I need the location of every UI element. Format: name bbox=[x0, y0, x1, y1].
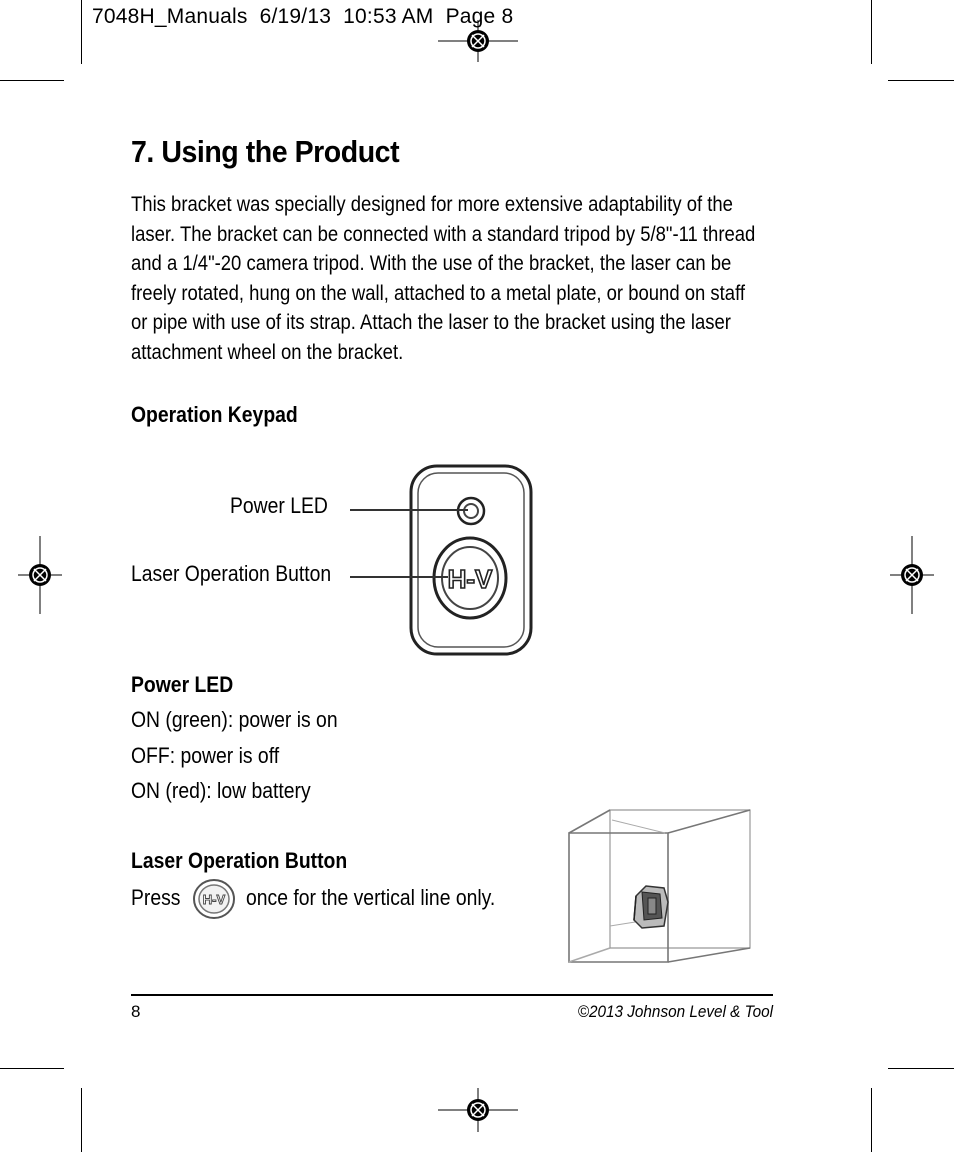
laser-unit-icon bbox=[634, 886, 668, 928]
slug-date: 6/19/13 bbox=[259, 5, 332, 28]
power-led-state-red: ON (red): low battery bbox=[131, 778, 311, 803]
hv-inline-label: H-V bbox=[202, 892, 226, 907]
keypad-heading: Operation Keypad bbox=[131, 402, 298, 427]
registration-mark-bottom-icon bbox=[438, 1088, 518, 1132]
page-number: 8 bbox=[131, 1002, 141, 1021]
keypad-label-power-led: Power LED bbox=[230, 493, 328, 518]
slug-page: Page 8 bbox=[445, 5, 514, 28]
laser-button-press-prefix: Press bbox=[131, 885, 181, 910]
crop-mark-top-left-vertical bbox=[81, 0, 82, 64]
laser-button-press-suffix: once for the vertical line only. bbox=[246, 885, 496, 910]
hv-button-label: H-V bbox=[447, 564, 493, 594]
crop-mark-bottom-right-horizontal bbox=[888, 1068, 954, 1069]
crop-mark-bottom-left-vertical bbox=[81, 1088, 82, 1152]
copyright-notice: ©2013 Johnson Level & Tool bbox=[577, 1002, 773, 1021]
crop-mark-top-left-horizontal bbox=[0, 80, 64, 81]
power-led-state-off: OFF: power is off bbox=[131, 743, 280, 768]
crop-mark-top-right-vertical bbox=[871, 0, 872, 64]
registration-mark-left-icon bbox=[18, 536, 62, 614]
keypad-label-operation-button: Laser Operation Button bbox=[131, 561, 332, 586]
power-led-state-green: ON (green): power is on bbox=[131, 707, 338, 732]
crop-mark-bottom-left-horizontal bbox=[0, 1068, 64, 1069]
slug-file: 7048H_Manuals bbox=[92, 5, 248, 28]
crop-mark-top-right-horizontal bbox=[888, 80, 954, 81]
laser-button-heading: Laser Operation Button bbox=[131, 848, 348, 873]
registration-mark-top-icon bbox=[438, 20, 518, 62]
section-intro: This bracket was specially designed for more extensive adaptability of the laser. The bracket can be connected with a standard tripod by 5/8"-11 thread and a 1/4"-20 camera tripod. With the use of the bracket, the laser can be freely rotated, hung on the wall, attached to a metal plate, or bound on staff or pipe with use of its strap. Attach the laser to the bracket using the laser attachment wheel on the bracket. bbox=[131, 193, 756, 364]
power-led-heading: Power LED bbox=[131, 672, 234, 697]
keypad-diagram bbox=[348, 462, 538, 658]
slug-time: 10:53 AM bbox=[343, 5, 434, 28]
room-laser-illustration bbox=[560, 800, 760, 970]
hv-inline-icon bbox=[192, 878, 236, 920]
crop-mark-bottom-right-vertical bbox=[871, 1088, 872, 1152]
registration-mark-right-icon bbox=[890, 536, 934, 614]
section-title: 7. Using the Product bbox=[131, 134, 400, 169]
footer-rule bbox=[131, 994, 773, 996]
